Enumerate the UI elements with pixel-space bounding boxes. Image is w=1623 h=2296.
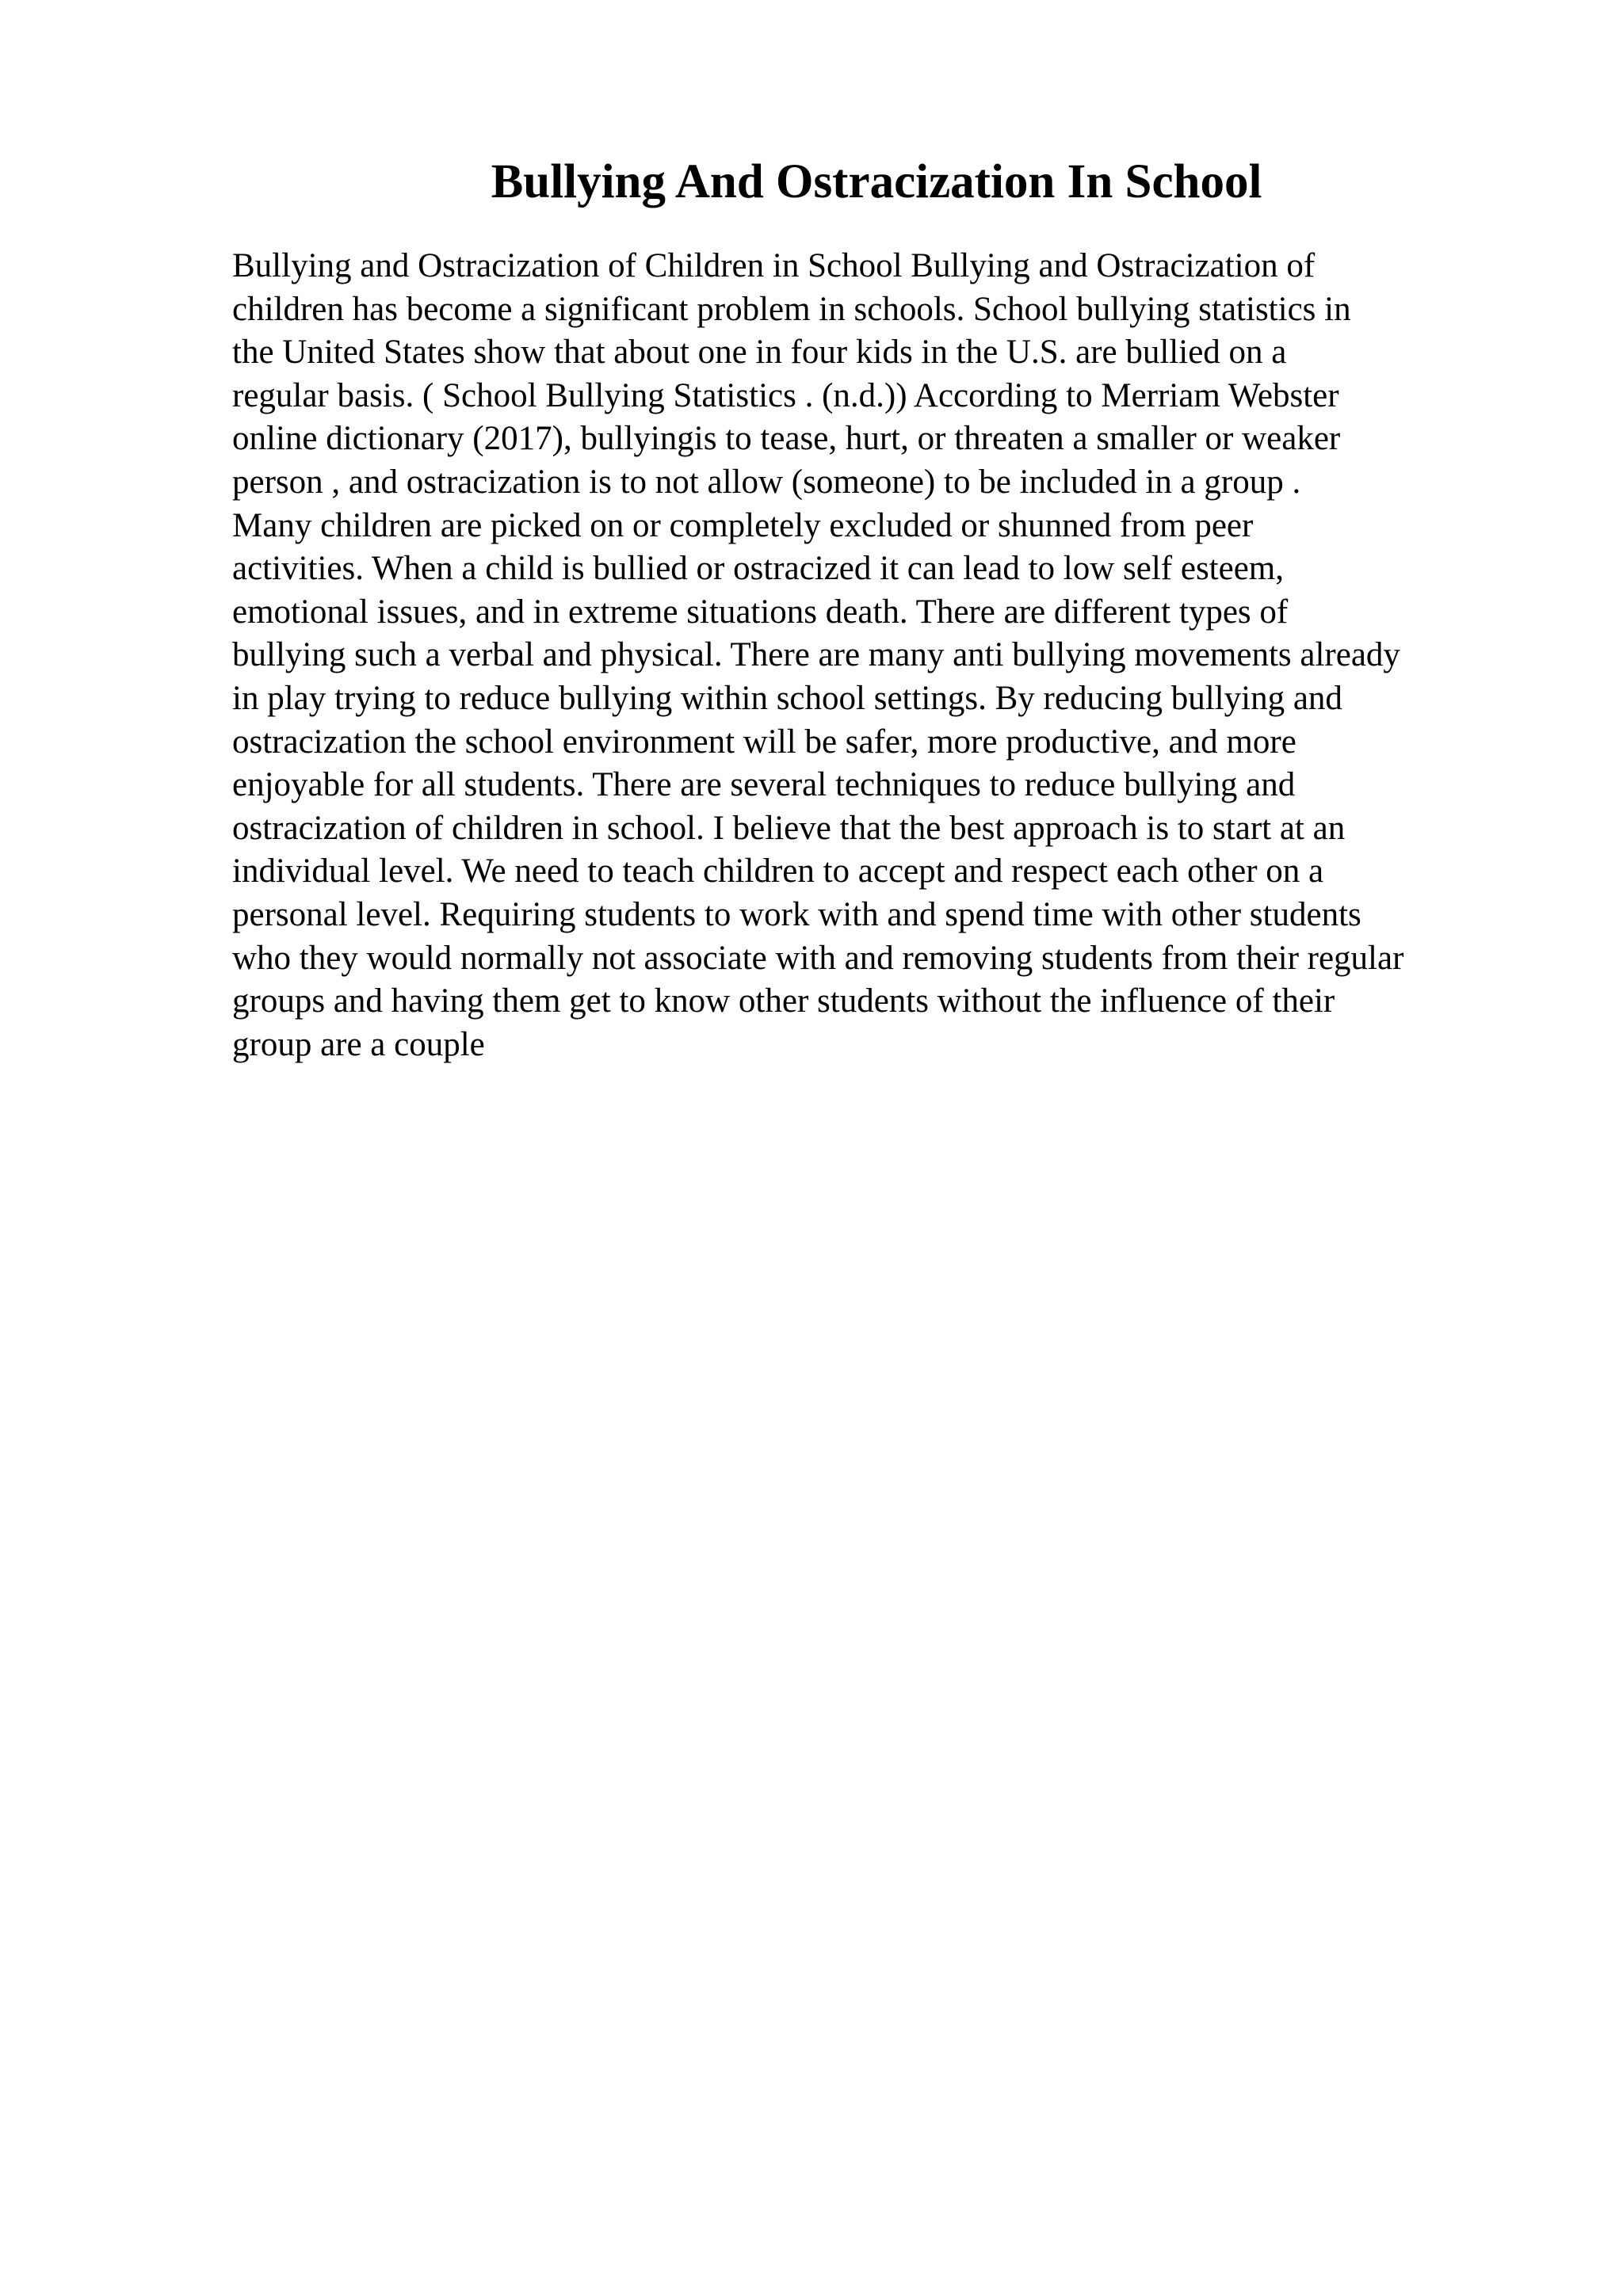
body-line: personal level. Requiring students to work with and spend time with other students bbox=[232, 895, 1361, 933]
body-line: in play trying to reduce bullying within school settings. By reducing bullying and bbox=[232, 679, 1342, 717]
body-line: enjoyable for all students. There are several techniques to reduce bullying and bbox=[232, 766, 1296, 804]
body-line: who they would normally not associate with and removing students from their regular bbox=[232, 939, 1404, 977]
document-body bbox=[232, 245, 1532, 1066]
body-line: individual level. We need to teach children to accept and respect each other on a bbox=[232, 852, 1324, 891]
body-line: ostracization of children in school. I believe that the best approach is to start at an bbox=[232, 809, 1346, 847]
document-title: Bullying And Ostracization In School bbox=[491, 155, 1262, 208]
body-line: activities. When a child is bullied or ostracized it can lead to low self esteem, bbox=[232, 550, 1284, 588]
body-line: the United States show that about one in four kids in the U.S. are bullied on a bbox=[232, 334, 1287, 372]
body-line: regular basis. ( School Bullying Statistics . (n.d.)) According to Merriam Webster bbox=[232, 376, 1339, 414]
body-line: person , and ostracization is to not allow (someone) to be included in a group . bbox=[232, 463, 1301, 501]
body-line: Many children are picked on or completely excluded or shunned from peer bbox=[232, 506, 1254, 544]
body-line: children has become a significant problem in schools. School bullying statistics in bbox=[232, 290, 1351, 328]
body-line: online dictionary (2017), bullyingis to tease, hurt, or threaten a smaller or weaker bbox=[232, 420, 1341, 458]
body-line: Bullying and Ostracization of Children in School Bullying and Ostracization of bbox=[232, 247, 1316, 284]
body-line: bullying such a verbal and physical. There are many anti bullying movements already bbox=[232, 636, 1400, 674]
body-line: emotional issues, and in extreme situations death. There are different types of bbox=[232, 593, 1289, 631]
body-line: group are a couple bbox=[232, 1025, 485, 1063]
body-line: groups and having them get to know other students without the influence of their bbox=[232, 982, 1335, 1020]
body-line: ostracization the school environment will be safer, more productive, and more bbox=[232, 723, 1296, 761]
